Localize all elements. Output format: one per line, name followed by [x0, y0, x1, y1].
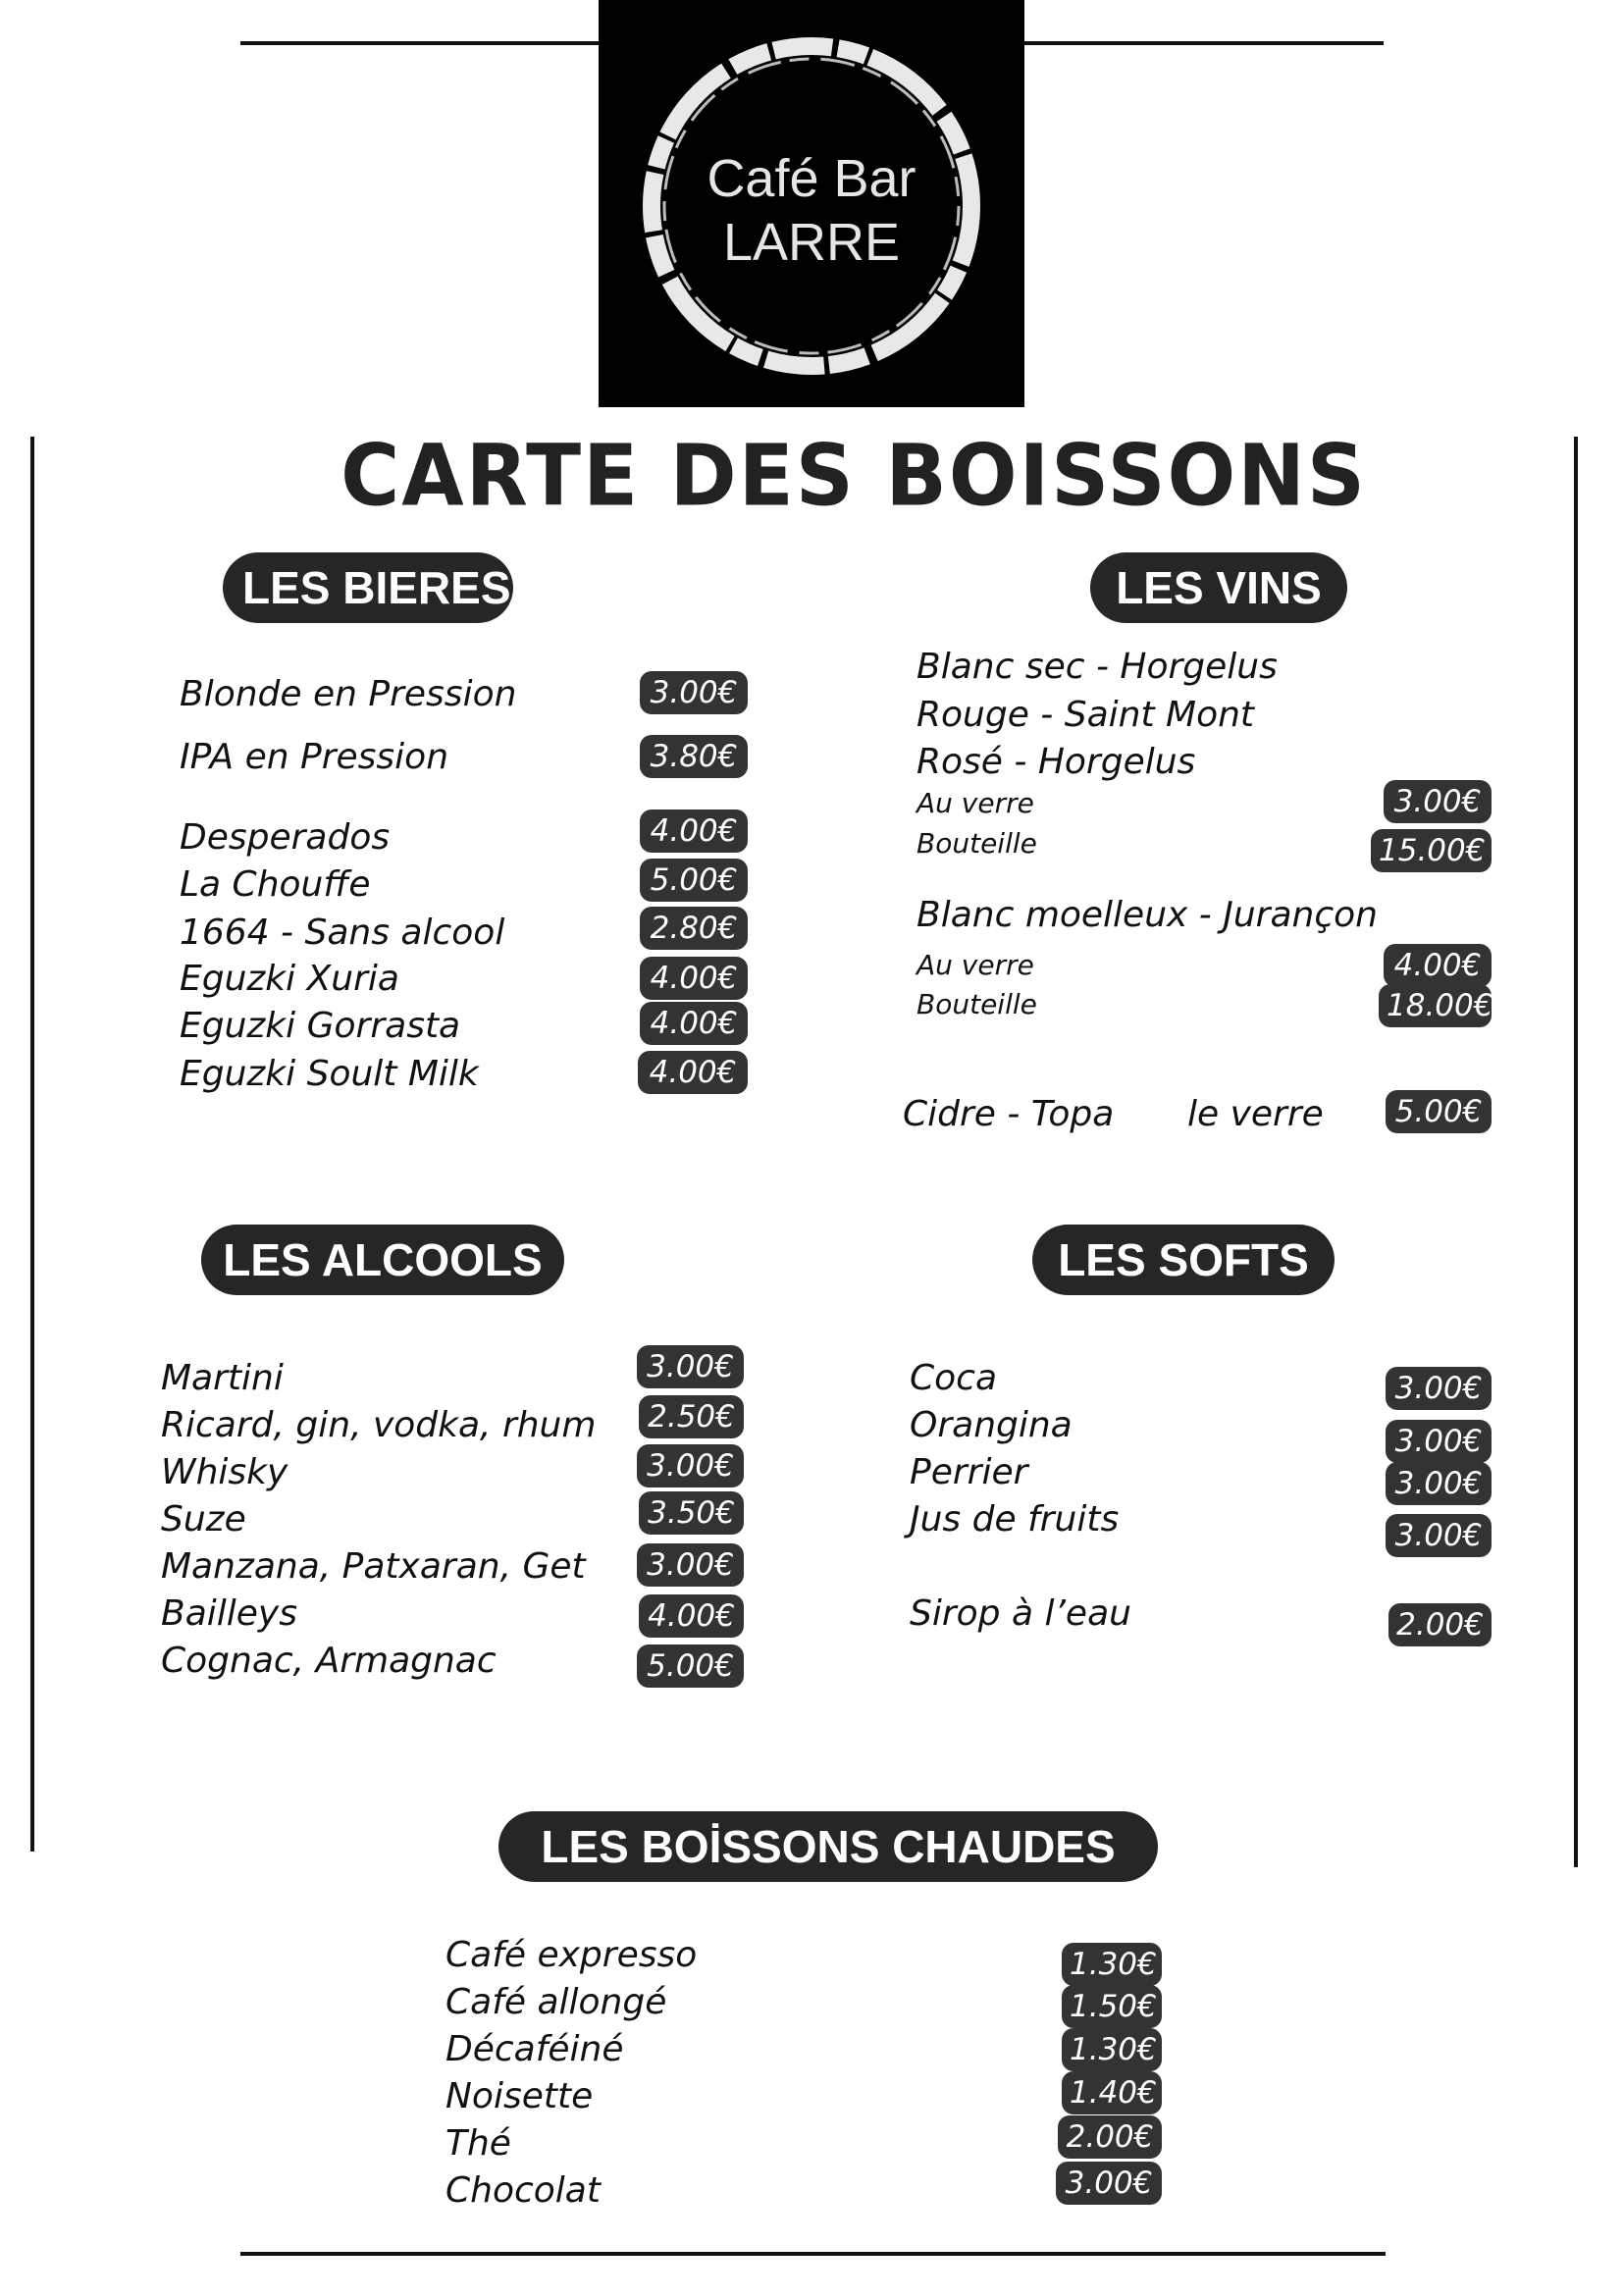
moelleux-verre-label: Au verre — [916, 949, 1034, 981]
logo-ring-icon — [599, 0, 1024, 407]
alcool-price: 2.50€ — [639, 1395, 744, 1438]
soft-price: 2.00€ — [1388, 1603, 1492, 1646]
chaude-price: 1.30€ — [1062, 2028, 1162, 2071]
cafe-logo — [599, 0, 1024, 407]
soft-name: Coca — [910, 1358, 998, 1398]
vin-moelleux: Blanc moelleux - Jurançon — [916, 895, 1378, 935]
soft-name: Sirop à l’eau — [910, 1593, 1131, 1634]
vin-verre-price: 3.00€ — [1384, 780, 1492, 823]
biere-price: 3.80€ — [640, 735, 748, 778]
heading-bieres: LES BIERES — [223, 552, 513, 623]
alcool-name: Whisky — [161, 1452, 288, 1492]
biere-price: 2.80€ — [640, 907, 748, 950]
soft-price: 3.00€ — [1386, 1514, 1492, 1557]
vin-bouteille-label: Bouteille — [916, 827, 1037, 860]
chaude-name: Chocolat — [445, 2170, 601, 2211]
chaude-price: 1.30€ — [1062, 1943, 1162, 1986]
biere-name: Eguzki Soult Milk — [180, 1054, 479, 1094]
alcool-price: 3.00€ — [637, 1444, 744, 1487]
left-vertical-rule — [30, 437, 34, 1852]
right-vertical-rule — [1574, 437, 1578, 1867]
vin-name: Rosé - Horgelus — [916, 742, 1196, 782]
alcool-price: 3.00€ — [637, 1345, 744, 1388]
biere-name: La Chouffe — [180, 864, 371, 905]
chaude-name: Noisette — [445, 2076, 594, 2116]
cidre-name: Cidre - Topa — [903, 1094, 1115, 1134]
chaude-price: 1.40€ — [1062, 2071, 1162, 2114]
heading-vins: LES VINS — [1090, 552, 1347, 623]
heading-softs: LES SOFTS — [1032, 1225, 1335, 1295]
biere-price: 4.00€ — [640, 1002, 748, 1045]
cidre-price: 5.00€ — [1386, 1090, 1492, 1133]
chaude-price: 2.00€ — [1058, 2115, 1162, 2159]
biere-price: 4.00€ — [638, 1051, 748, 1094]
biere-name: 1664 - Sans alcool — [180, 913, 505, 953]
alcool-name: Martini — [161, 1358, 284, 1398]
soft-name: Jus de fruits — [910, 1499, 1120, 1539]
alcool-name: Suze — [161, 1499, 246, 1539]
soft-name: Perrier — [910, 1452, 1028, 1492]
vin-verre-label: Au verre — [916, 787, 1034, 819]
alcool-price: 4.00€ — [639, 1594, 744, 1638]
biere-price: 4.00€ — [640, 957, 748, 1000]
soft-price: 3.00€ — [1386, 1462, 1492, 1505]
alcool-name: Ricard, gin, vodka, rhum — [161, 1405, 597, 1445]
vin-bouteille-price: 15.00€ — [1371, 829, 1492, 872]
chaude-price: 3.00€ — [1056, 2162, 1162, 2205]
alcool-name: Bailleys — [161, 1593, 297, 1634]
vin-name: Blanc sec - Horgelus — [916, 647, 1278, 687]
alcool-price: 3.50€ — [639, 1491, 744, 1535]
alcool-price: 5.00€ — [637, 1644, 744, 1688]
soft-name: Orangina — [910, 1405, 1073, 1445]
chaude-name: Café allongé — [445, 1982, 667, 2022]
logo-line1: Café Bar — [707, 149, 916, 208]
top-right-rule — [1024, 41, 1384, 45]
soft-price: 3.00€ — [1386, 1420, 1492, 1463]
biere-price: 5.00€ — [640, 859, 748, 902]
alcool-price: 3.00€ — [637, 1543, 744, 1587]
top-left-rule — [240, 41, 599, 45]
soft-price: 3.00€ — [1386, 1367, 1492, 1410]
biere-name: Desperados — [180, 817, 391, 858]
alcool-name: Cognac, Armagnac — [161, 1641, 497, 1681]
chaude-name: Thé — [445, 2123, 511, 2164]
biere-price: 3.00€ — [640, 671, 748, 714]
page-title: CARTE DES BOISSONS — [340, 427, 1367, 526]
moelleux-verre-price: 4.00€ — [1384, 944, 1492, 987]
chaude-name: Décaféiné — [445, 2029, 624, 2069]
heading-chaudes: LES BOİSSONS CHAUDES — [498, 1811, 1158, 1882]
biere-price: 4.00€ — [640, 809, 748, 853]
biere-name: Eguzki Xuria — [180, 959, 399, 999]
bottom-rule — [240, 2252, 1386, 2256]
biere-name: Eguzki Gorrasta — [180, 1006, 461, 1046]
biere-name: Blonde en Pression — [180, 674, 517, 714]
alcool-name: Manzana, Patxaran, Get — [161, 1546, 586, 1587]
chaude-price: 1.50€ — [1062, 1985, 1162, 2028]
chaude-name: Café expresso — [445, 1935, 698, 1975]
cidre-unit: le verre — [1187, 1094, 1324, 1134]
logo-line2: LARRE — [722, 213, 901, 272]
moelleux-bouteille-price: 18.00€ — [1379, 984, 1492, 1027]
heading-alcools: LES ALCOOLS — [201, 1225, 564, 1295]
vin-name: Rouge - Saint Mont — [916, 695, 1255, 735]
moelleux-bouteille-label: Bouteille — [916, 988, 1037, 1020]
biere-name: IPA en Pression — [180, 737, 449, 777]
